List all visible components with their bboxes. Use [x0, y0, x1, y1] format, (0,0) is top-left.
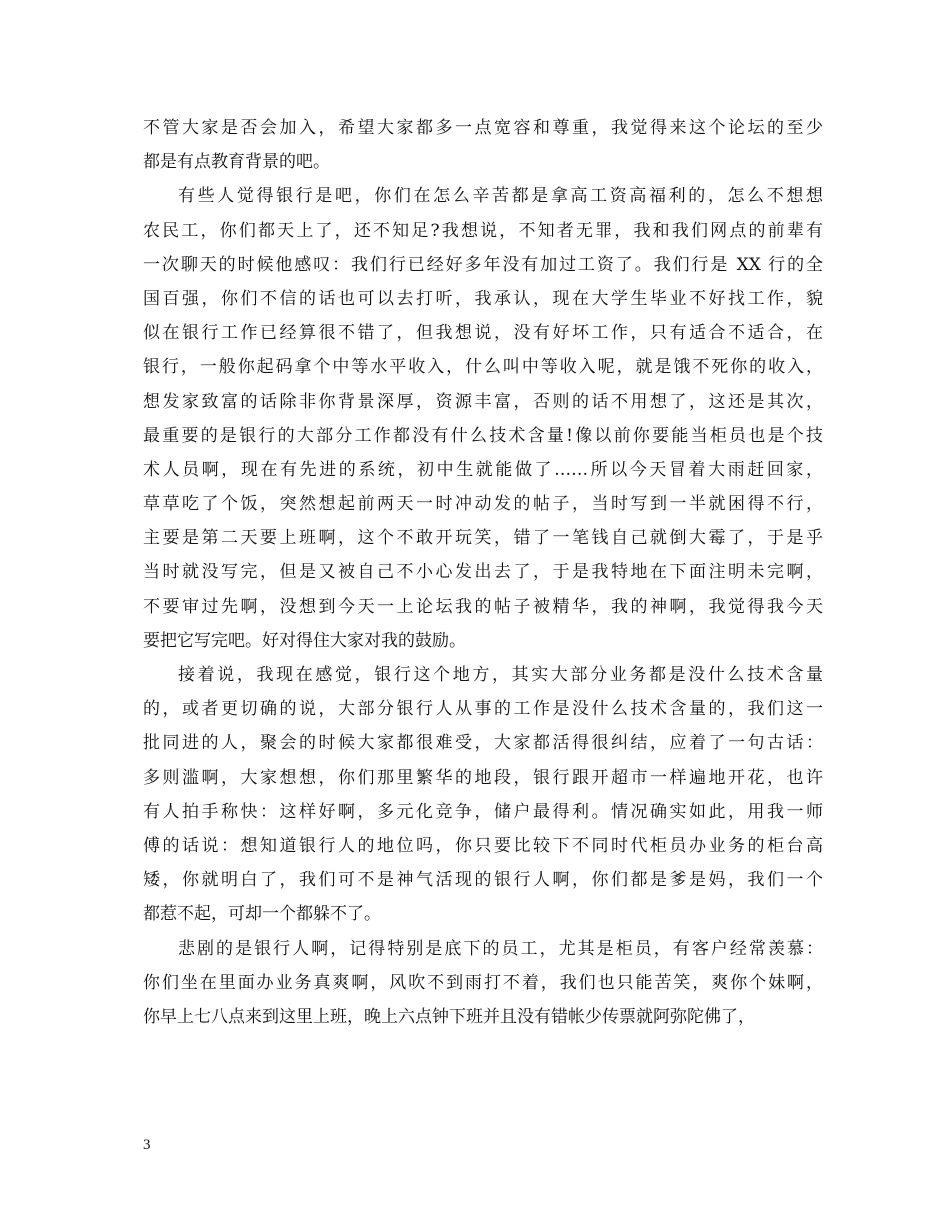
- text-line: 不管大家是否会加入，希望大家都多一点宽容和尊重，我觉得来这个论坛的至少: [143, 118, 823, 138]
- text-line: 都是有点教育背景的吧。: [143, 152, 330, 173]
- text-line: 都惹不起，可却一个都躲不了。: [143, 904, 381, 925]
- text-line: 想发家致富的话除非你背景深厚，资源丰富，否则的话不用想了，这还是其次，: [143, 391, 823, 412]
- page-number: 3: [143, 1137, 151, 1153]
- text-line: 草草吃了个饭，突然想起前两天一时冲动发的帖子，当时写到一半就困得不行，: [143, 494, 823, 515]
- text-line: 有些人觉得银行是吧，你们在怎么辛苦都是拿高工资高福利的，怎么不想想: [178, 186, 823, 207]
- text-line: 要把它写完吧。好对得住大家对我的鼓励。: [143, 630, 466, 651]
- text-line: 悲剧的是银行人啊，记得特别是底下的员工，尤其是柜员，有客户经常羡慕：: [178, 938, 823, 959]
- text-line: 当时就没写完，但是又被自己不小心发出去了，于是我特地在下面注明未完啊，: [143, 562, 823, 583]
- paragraph: [143, 179, 823, 658]
- text-line: 批同进的人，聚会的时候大家都很难受，大家都活得很纠结，应着了一句古话：: [143, 733, 823, 754]
- body-text: [143, 111, 823, 1034]
- text-line: 术人员啊，现在有先进的系统，初中生就能做了……所以今天冒着大雨赶回家，: [143, 459, 823, 480]
- text-line: 你早上七八点来到这里上班，晚上六点钟下班并且没有错帐少传票就阿弥陀佛了，: [143, 1006, 755, 1027]
- paragraph: [143, 658, 823, 932]
- text-line: 多则滥啊，大家想想，你们那里繁华的地段，银行跟开超市一样遍地开花，也许: [143, 767, 823, 788]
- text-line: 最重要的是银行的大部分工作都没有什么技术含量!像以前你要能当柜员也是个技: [143, 425, 823, 446]
- paragraph: [143, 932, 823, 1035]
- text-line: 傅的话说：想知道银行人的地位吗，你只要比较下不同时代柜员办业务的柜台高: [143, 835, 823, 856]
- text-line: 你们坐在里面办业务真爽啊，风吹不到雨打不着，我们也只能苦笑，爽你个妹啊，: [143, 972, 823, 993]
- text-line: 一次聊天的时候他感叹：我们行已经好多年没有加过工资了。我们行是 XX 行的全: [143, 254, 823, 275]
- text-line: 主要是第二天要上班啊，这个不敢开玩笑，错了一笔钱自己就倒大霉了，于是乎: [143, 528, 823, 549]
- paragraph: [143, 111, 823, 179]
- text-line: 的，或者更切确的说，大部分银行人从事的工作是没什么技术含量的，我们这一: [143, 699, 823, 720]
- text-line: 似在银行工作已经算很不错了，但我想说，没有好坏工作，只有适合不适合，在: [143, 323, 823, 344]
- text-line: 银行，一般你起码拿个中等水平收入，什么叫中等收入呢，就是饿不死你的收入，: [143, 357, 823, 378]
- text-line: 农民工，你们都天上了，还不知足?我想说，不知者无罪，我和我们网点的前辈有: [143, 220, 823, 241]
- text-line: 接着说，我现在感觉，银行这个地方，其实大部分业务都是没什么技术含量: [178, 665, 823, 685]
- text-line: 不要审过先啊，没想到今天一上论坛我的帖子被精华，我的神啊，我觉得我今天: [143, 596, 823, 617]
- text-line: 有人拍手称快：这样好啊，多元化竞争，储户最得利。情况确实如此，用我一师: [143, 801, 823, 822]
- text-line: 矮，你就明白了，我们可不是神气活现的银行人啊，你们都是爹是妈，我们一个: [143, 870, 823, 891]
- text-line: 国百强，你们不信的话也可以去打听，我承认，现在大学生毕业不好找工作，貌: [143, 288, 823, 309]
